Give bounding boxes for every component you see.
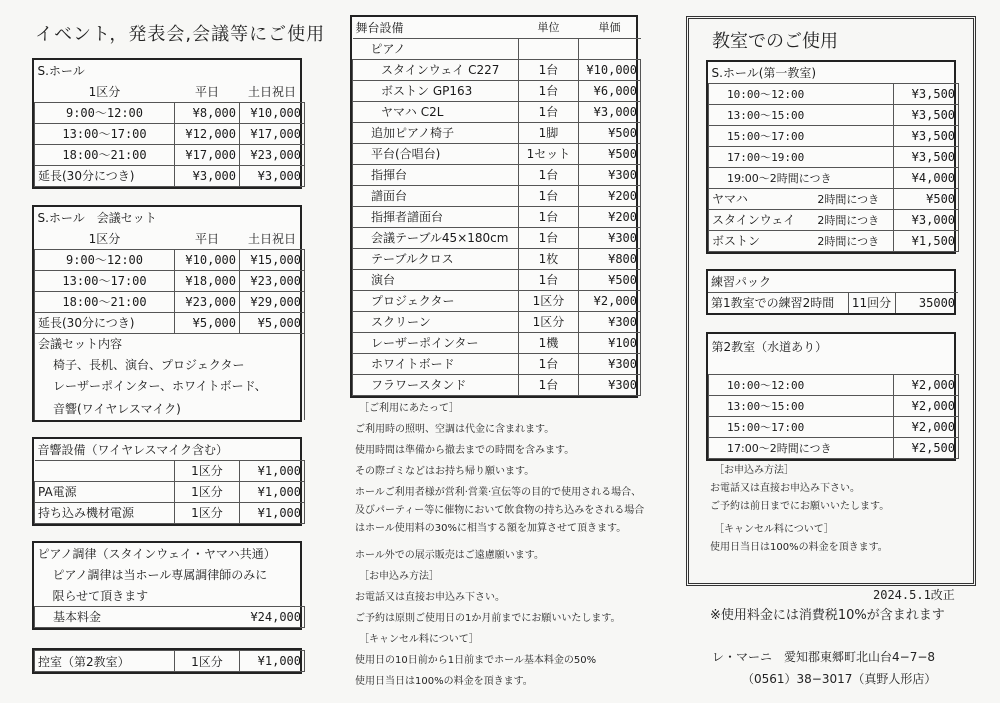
item-unit: 1台 <box>519 227 579 248</box>
classroom-notes <box>710 462 970 557</box>
time-slot: 13:00〜15:00 <box>709 395 894 416</box>
col-header-unit: 単位 <box>537 21 560 35</box>
col-header-weekend: 土日祝日 <box>247 231 296 246</box>
usage-note-line: その際ゴミなどはお持ち帰り願います。 <box>355 466 535 477</box>
meeting-table-title: S.ホール 会議セット <box>37 211 157 225</box>
item-name: 会議テーブル45×180cm <box>353 227 519 248</box>
item-name: 譜面台 <box>353 185 519 206</box>
usage-notes-title: ［ご利用にあたって］ <box>359 403 459 414</box>
stage-equipment-table <box>350 15 638 398</box>
table-row <box>35 270 305 291</box>
time-slot: 18:00〜21:00 <box>35 144 175 165</box>
weekday-price: ¥18,000 <box>175 270 240 291</box>
item-price: ¥500 <box>579 269 641 290</box>
apply-note-line: お電話又は直接お申込み下さい。 <box>355 592 505 603</box>
time-slot: 13:00〜15:00 <box>709 104 894 125</box>
extension-label: 延長(30分につき) <box>35 165 175 186</box>
weekday-price: ¥3,000 <box>175 165 240 186</box>
weekday-price: ¥10,000 <box>175 249 240 270</box>
table-row <box>353 122 641 143</box>
item-price: ¥2,000 <box>579 290 641 311</box>
item-unit: 1セット <box>519 143 579 164</box>
piano-name: ヤマハ <box>709 188 804 209</box>
sound-table-title: 音響設備（ワイヤレスマイク含む） <box>37 442 228 457</box>
weekend-price: ¥17,000 <box>240 123 305 144</box>
item-price: ¥300 <box>579 353 641 374</box>
cancel-note-line: 使用日当日は100%の料金を頂きます。 <box>710 542 888 553</box>
item-price: ¥300 <box>579 164 641 185</box>
item-name: ヤマハ C2L <box>353 101 519 122</box>
item-price: ¥1,000 <box>240 651 305 672</box>
table-row <box>35 502 305 523</box>
usage-note-line: ご利用時の照明、空調は代金に含まれます。 <box>355 424 555 435</box>
table-row <box>353 143 641 164</box>
table-row <box>708 292 958 313</box>
item-unit: 1台 <box>519 185 579 206</box>
item-name: ボストン GP163 <box>353 80 519 101</box>
item-price: ¥1,000 <box>240 460 305 481</box>
table-row <box>709 209 959 230</box>
sound-equipment-table <box>32 437 302 526</box>
item-price: ¥500 <box>579 122 641 143</box>
table-row <box>353 59 641 80</box>
base-fee-label: 基本料金 <box>35 606 225 627</box>
piano-per: 2時間につき <box>804 230 894 251</box>
item-name: 控室（第2教室） <box>35 651 175 672</box>
apply-note-line: お電話又は直接お申込み下さい。 <box>710 483 860 494</box>
table-row <box>35 651 305 672</box>
usage-note-line: 使用時間は準備から撤去までの時間を含みます。 <box>355 445 575 456</box>
table-row <box>35 291 305 312</box>
table-row <box>709 437 959 458</box>
table-row <box>709 374 959 395</box>
revision-date: 2024.5.1改正 <box>873 588 955 602</box>
table-row <box>709 416 959 437</box>
table-row <box>709 230 959 251</box>
item-name: PA電源 <box>35 481 175 502</box>
time-slot: 17:00〜19:00 <box>709 146 894 167</box>
piano-name: ボストン <box>709 230 804 251</box>
item-unit: 1台 <box>519 269 579 290</box>
time-slot: 15:00〜17:00 <box>709 125 894 146</box>
apply-title: ［お申込み方法］ <box>714 465 794 476</box>
item-name: フラワースタンド <box>353 374 519 395</box>
item-unit: 1台 <box>519 59 579 80</box>
piano-tuning-title: ピアノ調律（スタインウェイ・ヤマハ共通） <box>37 547 276 561</box>
table-row <box>35 460 305 481</box>
item-unit: 1区分 <box>175 651 240 672</box>
phone: （0561）38−3017（真野人形店） <box>742 672 937 686</box>
cancel-note-line: 使用日当日は100%の料金を頂きます。 <box>355 676 533 687</box>
table-row <box>709 188 959 209</box>
table-row <box>35 102 305 123</box>
classroom2-title: 第2教室（水道あり） <box>709 334 959 374</box>
commercial-note-line: 及びパーティー等に催物において飲食物の持ち込みをされる場合 <box>355 505 645 516</box>
slot-price: ¥3,500 <box>894 125 959 146</box>
item-price: ¥200 <box>579 206 641 227</box>
item-name: 演台 <box>353 269 519 290</box>
hall-table-title: S.ホール <box>37 64 85 78</box>
item-name: 指揮者譜面台 <box>353 206 519 227</box>
item-unit: 1区分 <box>519 290 579 311</box>
weekday-price: ¥5,000 <box>175 312 240 333</box>
slot-price: ¥3,500 <box>894 146 959 167</box>
extension-label: 延長(30分につき) <box>35 312 175 333</box>
table-row <box>353 311 641 332</box>
item-unit: 1区分 <box>175 481 240 502</box>
item-price: ¥1,000 <box>240 502 305 523</box>
table-row <box>709 125 959 146</box>
table-row <box>353 332 641 353</box>
item-name: スタインウェイ C227 <box>353 59 519 80</box>
apply-title: ［お申込み方法］ <box>359 571 439 582</box>
piano-tuning-note: 限らせて頂きます <box>35 585 305 606</box>
piano-name: スタインウェイ <box>709 209 804 230</box>
time-slot: 19:00〜2時間につき <box>709 167 894 188</box>
col-header-slot: 1区分 <box>88 84 121 99</box>
commercial-note-line: はホール使用料の30%に相当する額を加算させて頂きます。 <box>355 523 627 534</box>
item-price: ¥6,000 <box>579 80 641 101</box>
item-name: ホワイトボード <box>353 353 519 374</box>
sales-note: ホール外での展示販売はご遠慮願います。 <box>355 550 544 561</box>
item-price: ¥300 <box>579 311 641 332</box>
item-unit: 1台 <box>519 80 579 101</box>
table-row <box>353 185 641 206</box>
practice-pack-table <box>706 269 956 315</box>
item-unit: 1脚 <box>519 122 579 143</box>
meeting-contents-line: レーザーポインター、ホワイトボード、 <box>35 375 305 396</box>
time-slot: 10:00〜12:00 <box>709 83 894 104</box>
col-header-weekday: 平日 <box>194 84 219 99</box>
time-slot: 10:00〜12:00 <box>709 374 894 395</box>
stage-table-title: 舞台設備 <box>355 20 404 35</box>
col-header-weekday: 平日 <box>194 231 219 246</box>
table-row <box>709 167 959 188</box>
table-row <box>353 290 641 311</box>
piano-tuning-note: ピアノ調律は当ホール専属調律師のみに <box>52 568 268 582</box>
item-name: プロジェクター <box>353 290 519 311</box>
page-title-event: イベント，発表会,会議等にご使用 <box>35 24 326 45</box>
time-slot: 13:00〜17:00 <box>35 270 175 291</box>
slot-price: ¥2,000 <box>894 374 959 395</box>
col-header-price: 単価 <box>598 21 621 35</box>
item-unit: 1区分 <box>175 460 240 481</box>
item-name: 持ち込み機材電源 <box>35 502 175 523</box>
cancel-title: ［キャンセル料について］ <box>714 524 834 535</box>
table-row <box>35 481 305 502</box>
base-fee-value: ¥24,000 <box>225 606 305 627</box>
table-row <box>709 83 959 104</box>
piano-per: 2時間につき <box>804 188 894 209</box>
meeting-contents-line: 椅子、長机、演台、プロジェクター <box>35 354 305 375</box>
weekend-price: ¥10,000 <box>240 102 305 123</box>
table-row <box>353 101 641 122</box>
item-name: 平台(合唱台) <box>353 143 519 164</box>
meeting-contents-line: 音響(ワイヤレスマイク) <box>35 396 305 420</box>
waiting-room-table <box>32 648 302 674</box>
item-price: ¥1,000 <box>240 481 305 502</box>
weekday-price: ¥17,000 <box>175 144 240 165</box>
item-name: 追加ピアノ椅子 <box>353 122 519 143</box>
tax-note: ※使用料金には消費税10%が含まれます <box>710 608 945 623</box>
practice-pack-desc: 第1教室での練習2時間 <box>708 292 848 313</box>
item-unit: 1台 <box>519 206 579 227</box>
item-unit: 1枚 <box>519 248 579 269</box>
table-row <box>353 269 641 290</box>
item-unit: 1区分 <box>519 311 579 332</box>
cancel-note-line: 使用日の10日前から1日前までホール基本料金の50% <box>355 655 597 666</box>
weekend-price: ¥15,000 <box>240 249 305 270</box>
table-row <box>35 249 305 270</box>
classroom1-table <box>706 60 956 254</box>
item-unit: 1台 <box>519 101 579 122</box>
slot-price: ¥3,500 <box>894 104 959 125</box>
item-name: 指揮台 <box>353 164 519 185</box>
slot-price: ¥3,500 <box>894 83 959 104</box>
classroom-title: 教室でのご使用 <box>712 31 838 52</box>
piano-per: 2時間につき <box>804 209 894 230</box>
apply-note-line: ご予約は前日までにお願いいたします。 <box>710 501 890 512</box>
item-price: ¥300 <box>579 227 641 248</box>
table-row <box>353 80 641 101</box>
table-row <box>353 164 641 185</box>
time-slot: 18:00〜21:00 <box>35 291 175 312</box>
weekday-price: ¥8,000 <box>175 102 240 123</box>
weekend-price: ¥23,000 <box>240 144 305 165</box>
table-row <box>353 227 641 248</box>
item-unit: 1機 <box>519 332 579 353</box>
item-price: ¥10,000 <box>579 59 641 80</box>
slot-price: ¥4,000 <box>894 167 959 188</box>
item-unit: 1台 <box>519 353 579 374</box>
item-name: テーブルクロス <box>353 248 519 269</box>
time-slot: 9:00〜12:00 <box>35 249 175 270</box>
table-row <box>353 374 641 395</box>
item-price: ¥500 <box>579 143 641 164</box>
table-row <box>35 144 305 165</box>
item-name: レーザーポインター <box>353 332 519 353</box>
meeting-contents-title: 会議セット内容 <box>35 333 305 354</box>
table-row <box>353 206 641 227</box>
table-row <box>353 248 641 269</box>
item-price: ¥800 <box>579 248 641 269</box>
table-row <box>35 165 305 186</box>
col-header-slot: 1区分 <box>88 231 121 246</box>
item-name: スクリーン <box>353 311 519 332</box>
item-price: ¥200 <box>579 185 641 206</box>
time-slot: 13:00〜17:00 <box>35 123 175 144</box>
piano-price: ¥1,500 <box>894 230 959 251</box>
table-row <box>709 146 959 167</box>
item-unit: 1区分 <box>175 502 240 523</box>
slot-price: ¥2,000 <box>894 395 959 416</box>
item-name <box>35 460 175 481</box>
slot-price: ¥2,500 <box>894 437 959 458</box>
time-slot: 9:00〜12:00 <box>35 102 175 123</box>
classroom2-table <box>706 332 956 461</box>
piano-price: ¥3,000 <box>894 209 959 230</box>
weekday-price: ¥12,000 <box>175 123 240 144</box>
piano-group-label: ピアノ <box>353 38 519 59</box>
practice-pack-price: 35000 <box>895 292 958 313</box>
item-price: ¥100 <box>579 332 641 353</box>
hall-price-table <box>32 58 302 189</box>
weekend-price: ¥23,000 <box>240 270 305 291</box>
time-slot: 17:00〜2時間につき <box>709 437 894 458</box>
practice-pack-title: 練習パック <box>711 274 772 289</box>
table-row <box>35 123 305 144</box>
table-row <box>709 104 959 125</box>
item-price: ¥3,000 <box>579 101 641 122</box>
commercial-note-line: ホールご利用者様が営利·営業·宣伝等の目的で使用される場合、 <box>355 487 642 498</box>
weekday-price: ¥23,000 <box>175 291 240 312</box>
classroom1-title: S.ホール(第一教室) <box>709 62 959 83</box>
meeting-set-table <box>32 205 302 422</box>
weekend-price: ¥5,000 <box>240 312 305 333</box>
item-unit: 1台 <box>519 164 579 185</box>
usage-notes <box>355 398 675 692</box>
time-slot: 15:00〜17:00 <box>709 416 894 437</box>
table-row <box>353 353 641 374</box>
piano-tuning-box <box>32 541 302 630</box>
address: レ・マーニ 愛知郡東郷町北山台4−7−8 <box>712 650 936 664</box>
weekend-price: ¥3,000 <box>240 165 305 186</box>
item-unit: 1台 <box>519 374 579 395</box>
practice-pack-count: 11回分 <box>848 292 895 313</box>
cancel-title: ［キャンセル料について］ <box>359 634 479 645</box>
weekend-price: ¥29,000 <box>240 291 305 312</box>
table-row <box>35 312 305 333</box>
slot-price: ¥2,000 <box>894 416 959 437</box>
piano-price: ¥500 <box>894 188 959 209</box>
col-header-weekend: 土日祝日 <box>247 84 296 99</box>
apply-note-line: ご予約は原則ご使用日の1か月前までにお願いいたします。 <box>355 613 621 624</box>
table-row <box>709 395 959 416</box>
item-price: ¥300 <box>579 374 641 395</box>
